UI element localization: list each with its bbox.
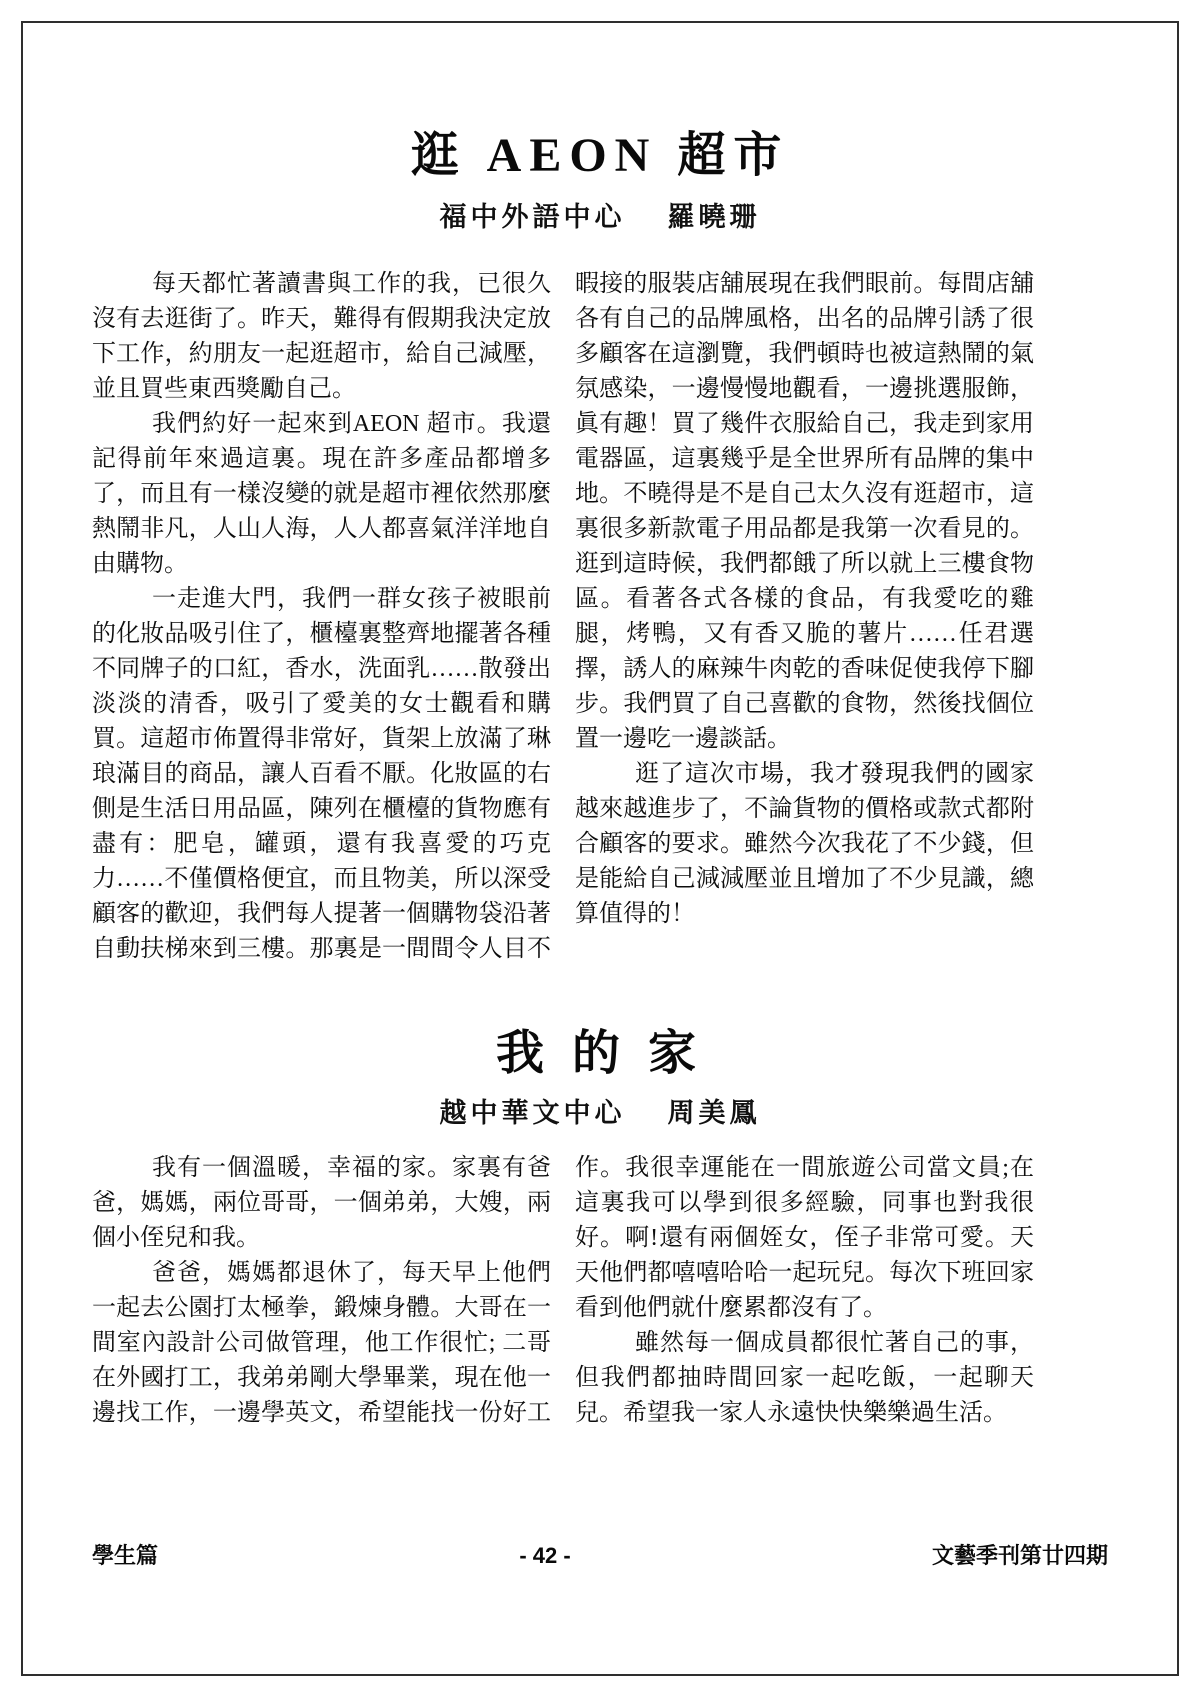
article-1-paragraph: 我們約好一起來到AEON 超市。我還記得前年來過這裏。現在許多產品都增多了，而且有一樣沒變的就是超市裡依然那麼熱鬧非凡，人山人海，人人都喜氣洋洋地自由購物。 — [92, 411, 551, 577]
article-2-paragraph: 雖然每一個成員都很忙著自己的事，但我們都抽時間回家一起吃飯，一起聊天兒。希望我一家人永遠快快樂樂過生活。 — [575, 1330, 1034, 1426]
footer-issue-label: 文藝季刊第廿四期 — [931, 1543, 1108, 1568]
page-footer — [92, 1539, 1108, 1570]
article-2-byline — [23, 1091, 1177, 1130]
article-2-body — [92, 1151, 1034, 1431]
footer-section-label: 學生篇 — [92, 1543, 159, 1568]
article-2-paragraph: 我有一個溫暖，幸福的家。家裏有爸爸，媽媽，兩位哥哥，一個弟弟，大嫂，兩個小侄兒和我。 — [92, 1155, 551, 1251]
article-1-body — [92, 267, 1034, 967]
article-1-author-name: 羅曉珊 — [667, 202, 761, 232]
article-1-author-org: 福中外語中心 — [439, 202, 626, 232]
article-1-paragraph: 一走進大門，我們一群女孩子被眼前的化妝品吸引住了，櫃檯裏整齊地擺著各種不同牌子的口紅，香水，洗面乳……散發出淡淡的清香，吸引了愛美的女士觀看和購買。這超市佈置得非常好，貨架上放滿了琳琅滿目的商品，讓人百看不厭。化妝區的右側是生活日用品區，陳列在櫃檯的貨物應有盡有：肥皂，罐頭，還有我喜愛的巧克力……不僅價格便宜，而且物美，所以深受顧客的歡迎，我們每人提著一個購物袋沿著自動扶梯來到三樓。那裏是一間間令人目不暇接的服裝店舖展現在我們眼前。每間店舖各有自己的品牌風格，出名的品牌引誘了很多顧客在這瀏覽，我們頓時也被這熱鬧的氣氛感染，一邊慢慢地觀看，一邊挑選服飾，眞有趣！買了幾件衣服給自己，我走到家用電器區，這裏幾乎是全世界所有品牌的集中地。不曉得是不是自己太久沒有逛超市，這裏很多新款電子用品都是我第一次看見的。逛到這時候，我們都餓了所以就上三樓食物區。看著各式各樣的食品，有我愛吃的雞腿，烤鴨，又有香又脆的薯片……任君選擇，誘人的麻辣牛肉乾的香味促使我停下腳步。我們買了自己喜歡的食物，然後找個位置一邊吃一邊談話。 — [92, 271, 1034, 962]
article-1-paragraph: 每天都忙著讀書與工作的我，已很久沒有去逛街了。昨天，難得有假期我決定放下工作，約朋友一起逛超市，給自己減壓，並且買些東西獎勵自己。 — [92, 271, 551, 402]
article-2-author-name: 周美鳳 — [667, 1098, 761, 1128]
footer-page-number: - 42 - — [519, 1543, 571, 1568]
article-2-paragraph: 爸爸，媽媽都退休了，每天早上他們一起去公園打太極拳，鍛煉身體。大哥在一間室內設計公司做管理，他工作很忙; 二哥在外國打工，我弟弟剛大學畢業，現在他一邊找工作，一邊學英文，希望能找一份好工作。我很幸運能在一間旅遊公司當文員;在這裏我可以學到很多經驗，同事也對我很好。啊!還有兩個姪女，侄子非常可愛。天天他們都嘻嘻哈哈一起玩兒。每次下班回家看到他們就什麼累都沒有了。 — [92, 1155, 1034, 1426]
article-1-title: 逛 AEON 超市 — [410, 129, 790, 182]
page-border-frame — [21, 21, 1179, 1676]
article-1-paragraph: 逛了這次市場，我才發現我們的國家越來越進步了，不論貨物的價格或款式都附合顧客的要求。雖然今次我花了不少錢，但是能給自己減減壓並且增加了不少見識，總算值得的！ — [575, 761, 1034, 927]
article-2-title: 我 的 家 — [495, 1027, 704, 1080]
article-1-byline — [23, 195, 1177, 234]
article-2-author-org: 越中華文中心 — [439, 1098, 626, 1128]
